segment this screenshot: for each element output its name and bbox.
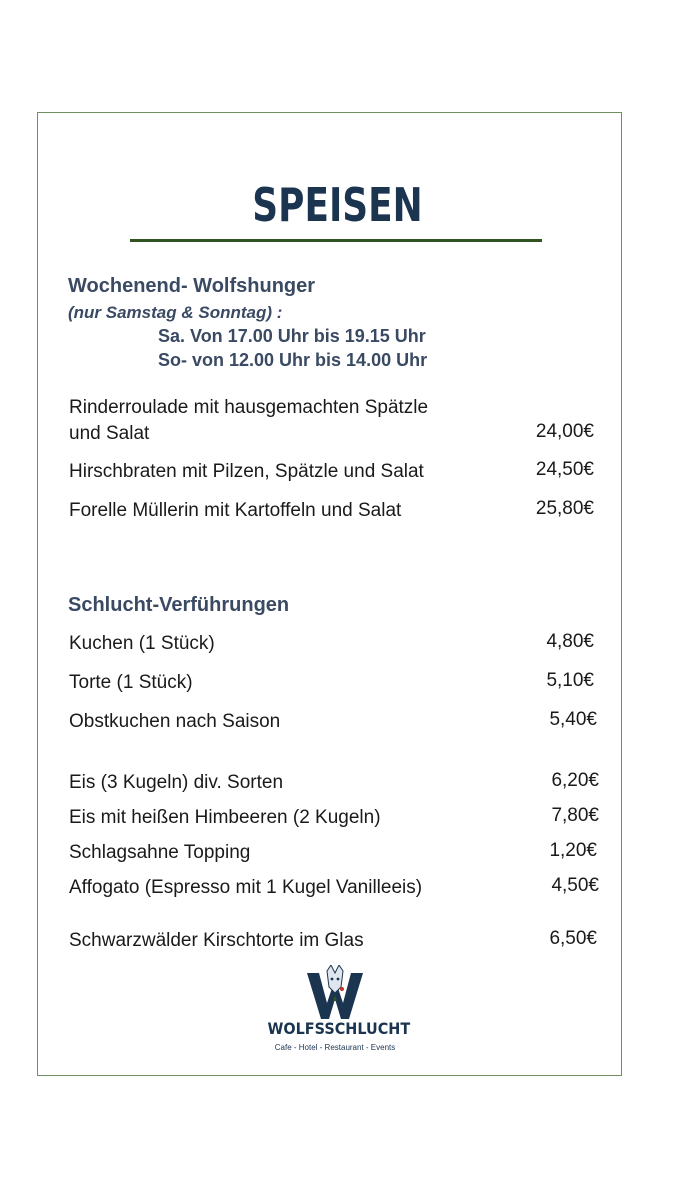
logo-wordmark: WOLFSSCHLUCHT — [267, 1019, 411, 1038]
menu-item-name: Forelle Müllerin mit Kartoffeln und Salat — [69, 500, 402, 521]
menu-item-name: Eis (3 Kugeln) div. Sorten — [69, 772, 284, 793]
menu-item-name: Rinderroulade mit hausgemachten Spätzle — [69, 397, 429, 418]
time-sunday: So- von 12.00 Uhr bis 14.00 Uhr — [158, 350, 428, 370]
section-heading-verfuehrungen: Schlucht-Verführungen — [68, 594, 290, 616]
menu-item-price: 6,50€ — [549, 928, 597, 949]
menu-item-name: Obstkuchen nach Saison — [69, 711, 281, 732]
menu-item-price: 6,20€ — [551, 770, 599, 791]
menu-item-name: Kuchen (1 Stück) — [69, 633, 215, 654]
menu-item-name: Torte (1 Stück) — [69, 672, 193, 693]
menu-item-name: Schwarzwälder Kirschtorte im Glas — [69, 930, 364, 951]
menu-item-price: 25,80€ — [535, 498, 594, 519]
menu-item-name: Eis mit heißen Himbeeren (2 Kugeln) — [69, 807, 381, 828]
title-underline — [130, 239, 542, 242]
section-subheading: (nur Samstag & Sonntag) : — [68, 303, 283, 322]
section-heading-wolfshunger: Wochenend- Wolfshunger — [68, 275, 316, 297]
menu-item-price: 4,50€ — [551, 875, 599, 896]
menu-item-price: 1,20€ — [549, 840, 597, 861]
menu-item-name-line2: und Salat — [69, 423, 150, 444]
logo-tagline: Cafe - Hotel - Restaurant - Events — [274, 1043, 396, 1052]
menu-item-price: 5,40€ — [549, 709, 597, 730]
page-title: SPEISEN — [252, 178, 423, 232]
menu-item-name: Affogato (Espresso mit 1 Kugel Vanilleeis) — [69, 877, 423, 898]
time-saturday: Sa. Von 17.00 Uhr bis 19.15 Uhr — [158, 326, 426, 346]
menu-item-price: 24,50€ — [535, 459, 594, 480]
menu-item-name: Hirschbraten mit Pilzen, Spätzle und Salat — [69, 461, 424, 482]
menu-item-price: 4,80€ — [546, 631, 594, 652]
menu-item-price: 24,00€ — [535, 421, 594, 442]
menu-item-price: 7,80€ — [551, 805, 599, 826]
wolf-w-logo-icon — [305, 965, 365, 1021]
wolfsschlucht-logo — [260, 965, 410, 1060]
menu-item-price: 5,10€ — [546, 670, 594, 691]
menu-item-name: Schlagsahne Topping — [69, 842, 251, 863]
